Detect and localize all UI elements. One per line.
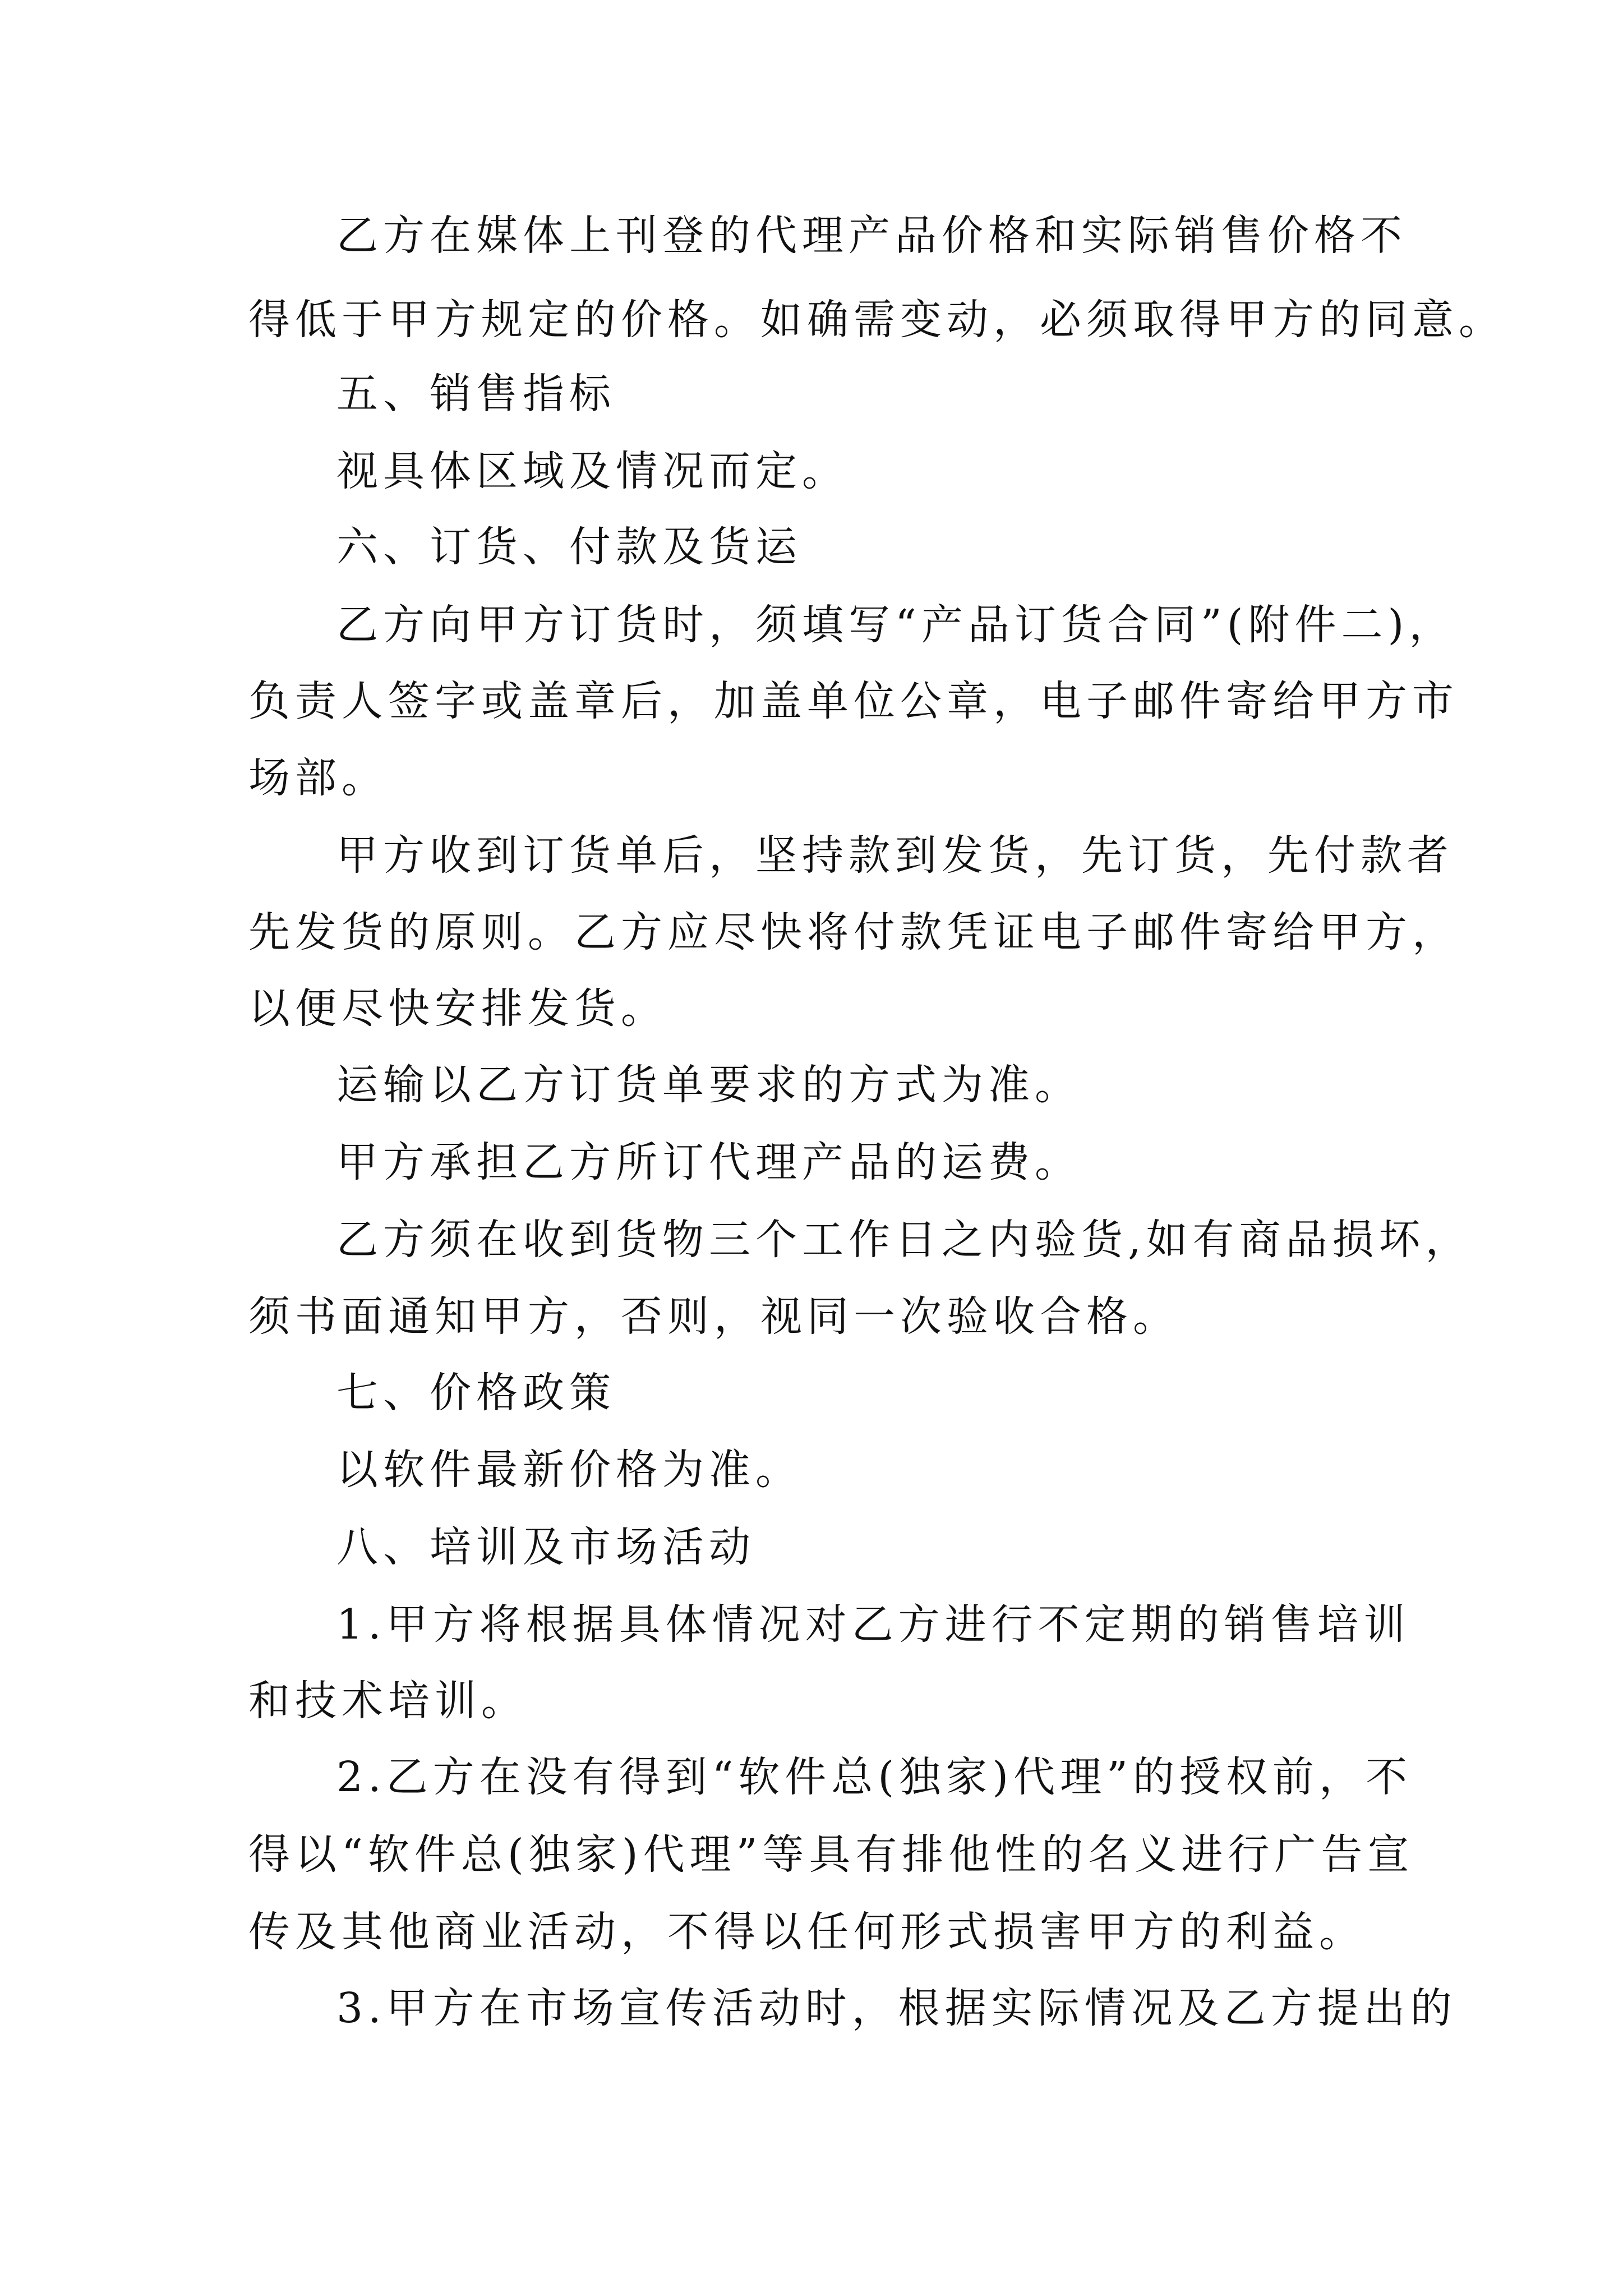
paragraph-line: 须书面通知甲方，否则，视同一次验收合格。 bbox=[248, 1292, 1179, 1341]
paragraph-line: 甲方承担乙方所订代理产品的运费。 bbox=[336, 1138, 1081, 1186]
section-heading: 八、培训及市场活动 bbox=[336, 1523, 755, 1571]
paragraph-line: 2.乙方在没有得到“软件总(独家)代理”的授权前，不 bbox=[336, 1753, 1413, 1801]
paragraph-line: 先发货的原则。乙方应尽快将付款凭证电子邮件寄给甲方， bbox=[248, 908, 1459, 956]
paragraph-line: 甲方收到订货单后，坚持款到发货，先订货，先付款者 bbox=[336, 831, 1454, 880]
paragraph-line: 场部。 bbox=[248, 754, 388, 802]
paragraph-line: 乙方在媒体上刊登的代理产品价格和实际销售价格不 bbox=[336, 211, 1407, 260]
paragraph-line: 传及其他商业活动，不得以任何形式损害甲方的利益。 bbox=[248, 1908, 1366, 1956]
paragraph-line: 视具体区域及情况而定。 bbox=[336, 447, 849, 495]
paragraph-line: 运输以乙方订货单要求的方式为准。 bbox=[336, 1061, 1081, 1109]
paragraph-line: 得低于甲方规定的价格。如确需变动，必须取得甲方的同意。 bbox=[248, 296, 1505, 344]
paragraph-line: 乙方向甲方订货时，须填写“产品订货合同”(附件二)， bbox=[336, 601, 1456, 649]
section-heading: 七、价格政策 bbox=[336, 1369, 616, 1417]
paragraph-line: 以便尽快安排发货。 bbox=[248, 984, 667, 1033]
section-heading: 六、订货、付款及货运 bbox=[336, 523, 802, 571]
paragraph-line: 和技术培训。 bbox=[248, 1677, 528, 1725]
paragraph-line: 负责人签字或盖章后，加盖单位公章，电子邮件寄给甲方市 bbox=[248, 677, 1459, 725]
section-heading: 五、销售指标 bbox=[336, 370, 616, 418]
paragraph-line: 乙方须在收到货物三个工作日之内验货,如有商品损坏， bbox=[336, 1216, 1472, 1264]
paragraph-line: 1.甲方将根据具体情况对乙方进行不定期的销售培训 bbox=[336, 1600, 1410, 1649]
paragraph-line: 3.甲方在市场宣传活动时，根据实际情况及乙方提出的 bbox=[336, 1984, 1457, 2032]
paragraph-line: 得以“软件总(独家)代理”等具有排他性的名义进行广告宣 bbox=[248, 1830, 1414, 1879]
paragraph-line: 以软件最新价格为准。 bbox=[336, 1446, 802, 1494]
